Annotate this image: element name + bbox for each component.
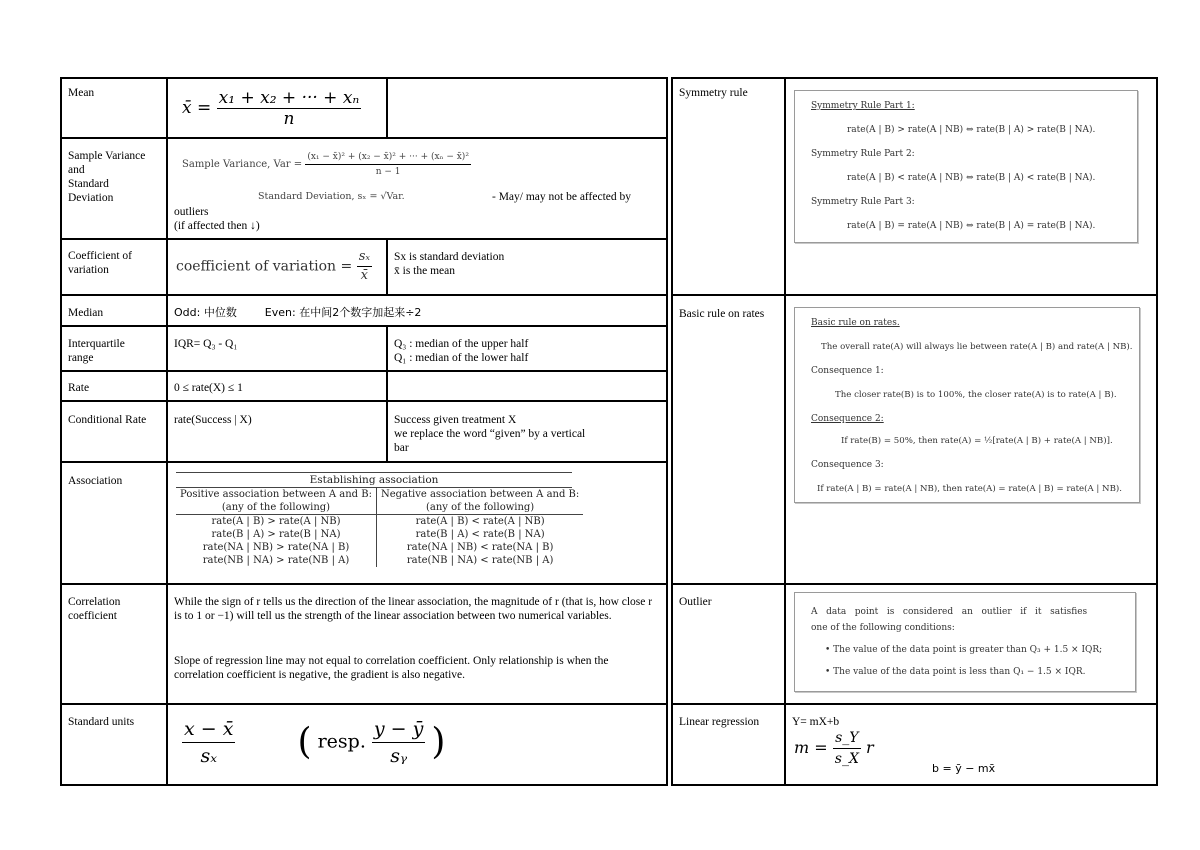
standard-units-x: [182, 716, 235, 769]
grid-line: [671, 583, 1158, 585]
standard-units-formula: [176, 712, 476, 782]
basic-rates-consequence1: Consequence 1:: [811, 366, 884, 376]
grid-line: [386, 77, 388, 139]
regression-slope-den: s_X: [834, 751, 859, 767]
cov-formula: [170, 244, 384, 292]
association-neg-head: Negative association between A and B:: [380, 489, 580, 500]
association-neg-row: rate(B | A) < rate(B | NA): [415, 529, 545, 540]
variance-fraction: [305, 150, 471, 179]
symmetry-p3-title: Symmetry Rule Part 3:: [811, 197, 915, 207]
basic-rates-line2: The closer rate(B) is to 100%, the closer rate(A) is to rate(A | B).: [835, 390, 1117, 400]
sd-formula: Standard Deviation, sₓ = √Var.: [258, 191, 405, 202]
correlation-p1: While the sign of r tells us the direction of the linear association, the magnitude of r (that is, how close r is to 1 or −1) will tell us the strength of the linear association between two numerical variables.: [174, 596, 653, 622]
conditional-note: Success given treatment X we replace the word “given” by a vertical bar: [394, 414, 586, 454]
grid-line: [60, 137, 668, 139]
basic-rates-line1: The overall rate(A) will always lie between rate(A | B) and rate(A | NB).: [821, 342, 1133, 352]
regression-slope-r: r: [866, 738, 874, 757]
association-title: Establishing association: [176, 472, 572, 488]
cov-numerator: sₓ: [357, 248, 372, 267]
outlier-bullet1-text: The value of the data point is greater than Q₃ + 1.5 × IQR;: [833, 645, 1103, 655]
regression-intercept: b = ȳ − mx̄: [932, 762, 996, 775]
association-pos-row: rate(NB | NA) > rate(NB | A): [176, 554, 376, 567]
variance-formula-text: Sample Variance, Var =: [182, 159, 303, 170]
cov-label: Coefficient of variation: [68, 250, 132, 276]
conditional-content: rate(Success | X): [174, 414, 252, 426]
association-pos-head: Positive association between A and B:: [176, 488, 376, 501]
association-pos-sub: (any of the following): [176, 501, 376, 515]
basic-rates-line3: If rate(B) = 50%, then rate(A) = ½[rate(A | B) + rate(A | NB)].: [841, 436, 1113, 446]
mean-fraction: [217, 88, 362, 129]
association-neg-row: rate(A | B) < rate(A | NB): [415, 516, 545, 527]
regression-slope-fraction: [833, 728, 861, 769]
standard-units-paren: (: [297, 721, 312, 763]
association-neg-row: rate(NB | NA) < rate(NB | A): [406, 555, 554, 566]
grid-line: [60, 400, 668, 402]
grid-line: [666, 77, 668, 786]
outlier-box: [794, 592, 1136, 692]
basic-rates-consequence2: Consequence 2:: [811, 414, 884, 424]
association-pos-row: rate(B | A) > rate(B | NA): [176, 528, 376, 541]
association-table: [176, 472, 580, 567]
cov-formula-text: coefficient of variation =: [176, 258, 353, 275]
symmetry-p1-title: Symmetry Rule Part 1:: [811, 101, 915, 111]
grid-line: [60, 325, 668, 327]
basic-rates-label: Basic rule on rates: [679, 308, 765, 320]
association-pos-row: rate(A | B) > rate(A | NB): [176, 515, 376, 529]
outlier-bullet2: • The value of the data point is less than Q₁ − 1.5 × IQR.: [825, 667, 1086, 677]
iqr-content: IQR= Q₃ - Q₁: [174, 338, 238, 350]
standard-units-paren: ): [431, 721, 446, 763]
symmetry-box: [794, 90, 1138, 243]
outlier-bullet2-text: The value of the data point is less than Q₁ − 1.5 × IQR.: [833, 667, 1086, 677]
regression-slope-lhs: m =: [794, 738, 828, 757]
grid-line: [60, 583, 668, 585]
standard-units-y-num: y − ȳ: [372, 716, 425, 743]
regression-slope-num: s_Y: [833, 728, 860, 749]
standard-units-y-den: sᵧ: [390, 745, 408, 767]
grid-line: [60, 461, 668, 463]
rate-label: Rate: [68, 382, 90, 394]
outlier-label: Outlier: [679, 596, 712, 608]
association-grid: [176, 488, 583, 567]
grid-line: [60, 784, 668, 786]
correlation-label: Correlation coefficient: [68, 596, 121, 622]
symmetry-p3: rate(A | B) = rate(A | NB) ⇔ rate(B | A) = rate(B | NA).: [847, 221, 1096, 231]
symmetry-p1: rate(A | B) > rate(A | NB) ⇔ rate(B | A) > rate(B | NA).: [847, 125, 1096, 135]
association-neg-sub: (any of the following): [376, 501, 583, 515]
grid-line: [60, 370, 668, 372]
grid-line: [671, 77, 673, 786]
variance-formula: [176, 146, 496, 182]
basic-rates-consequence3: Consequence 3:: [811, 460, 884, 470]
mean-denominator: n: [283, 109, 295, 129]
variance-label: Sample Variance and Standard Deviation: [68, 150, 146, 204]
iqr-label: Interquartile range: [68, 338, 125, 364]
mean-label: Mean: [68, 87, 95, 99]
variance-note-outliers: outliers (if affected then ↓): [174, 206, 260, 232]
iqr-note: Q₃ : median of the upper half Q₁ : median of the lower half: [394, 338, 529, 364]
outlier-bullet1: • The value of the data point is greater than Q₃ + 1.5 × IQR;: [825, 645, 1103, 655]
outlier-intro2: one of the following conditions:: [811, 623, 955, 633]
standard-units-resp: resp.: [317, 730, 366, 753]
regression-label: Linear regression: [679, 716, 760, 728]
association-pos-row: rate(NA | NB) > rate(NA | B): [176, 541, 376, 554]
symmetry-label: Symmetry rule: [679, 87, 748, 99]
cov-note: Sx is standard deviation x̄ is the mean: [394, 251, 505, 277]
grid-line: [60, 294, 668, 296]
conditional-label: Conditional Rate: [68, 414, 147, 426]
cov-fraction: [357, 248, 372, 285]
grid-line: [1156, 77, 1158, 786]
grid-line: [671, 294, 1158, 296]
standard-units-label: Standard units: [68, 716, 135, 728]
mean-formula-lhs: x̄ =: [182, 98, 212, 118]
grid-line: [671, 77, 1158, 79]
standard-units-x-num: x − x̄: [182, 716, 235, 743]
symmetry-p2-title: Symmetry Rule Part 2:: [811, 149, 915, 159]
regression-slope: [788, 724, 908, 780]
grid-line: [60, 77, 668, 79]
cov-denominator: x̄: [360, 268, 369, 283]
association-neg-row: rate(NA | NB) < rate(NA | B): [406, 542, 554, 553]
regression-equation: Y= mX+b: [792, 716, 840, 728]
standard-units-x-den: sₓ: [200, 745, 217, 767]
mean-numerator: x₁ + x₂ + ··· + xₙ: [218, 88, 360, 108]
grid-line: [60, 703, 668, 705]
variance-numerator: (x₁ − x̄)² + (x₂ − x̄)² + ··· + (xₙ − x̄)²: [305, 150, 471, 165]
grid-line: [60, 238, 668, 240]
median-label: Median: [68, 307, 104, 319]
variance-denominator: n − 1: [375, 167, 401, 177]
mean-formula: [176, 82, 386, 136]
correlation-p2: Slope of regression line may not equal to correlation coefficient. Only relationship is when the correlation coefficient is negative, the gradient is also negative.: [174, 655, 609, 681]
grid-line: [784, 77, 786, 786]
basic-rates-box: [794, 307, 1140, 503]
basic-rates-line4: If rate(A | B) = rate(A | NB), then rate(A) = rate(A | B) = rate(A | NB).: [817, 484, 1122, 494]
standard-units-y: [372, 716, 425, 769]
outlier-intro1: A data point is considered an outlier if it satisfies: [811, 607, 1088, 617]
basic-rates-title: Basic rule on rates.: [811, 318, 900, 328]
rate-content: 0 ≤ rate(X) ≤ 1: [174, 382, 243, 394]
median-content: Odd: 中位数 Even: 在中间2个数字加起来÷2: [174, 306, 422, 319]
association-label: Association: [68, 475, 123, 487]
symmetry-p2: rate(A | B) < rate(A | NB) ⇔ rate(B | A) < rate(B | NA).: [847, 173, 1096, 183]
grid-line: [671, 784, 1158, 786]
variance-note: - May/ may not be affected by: [492, 191, 632, 203]
grid-line: [671, 703, 1158, 705]
